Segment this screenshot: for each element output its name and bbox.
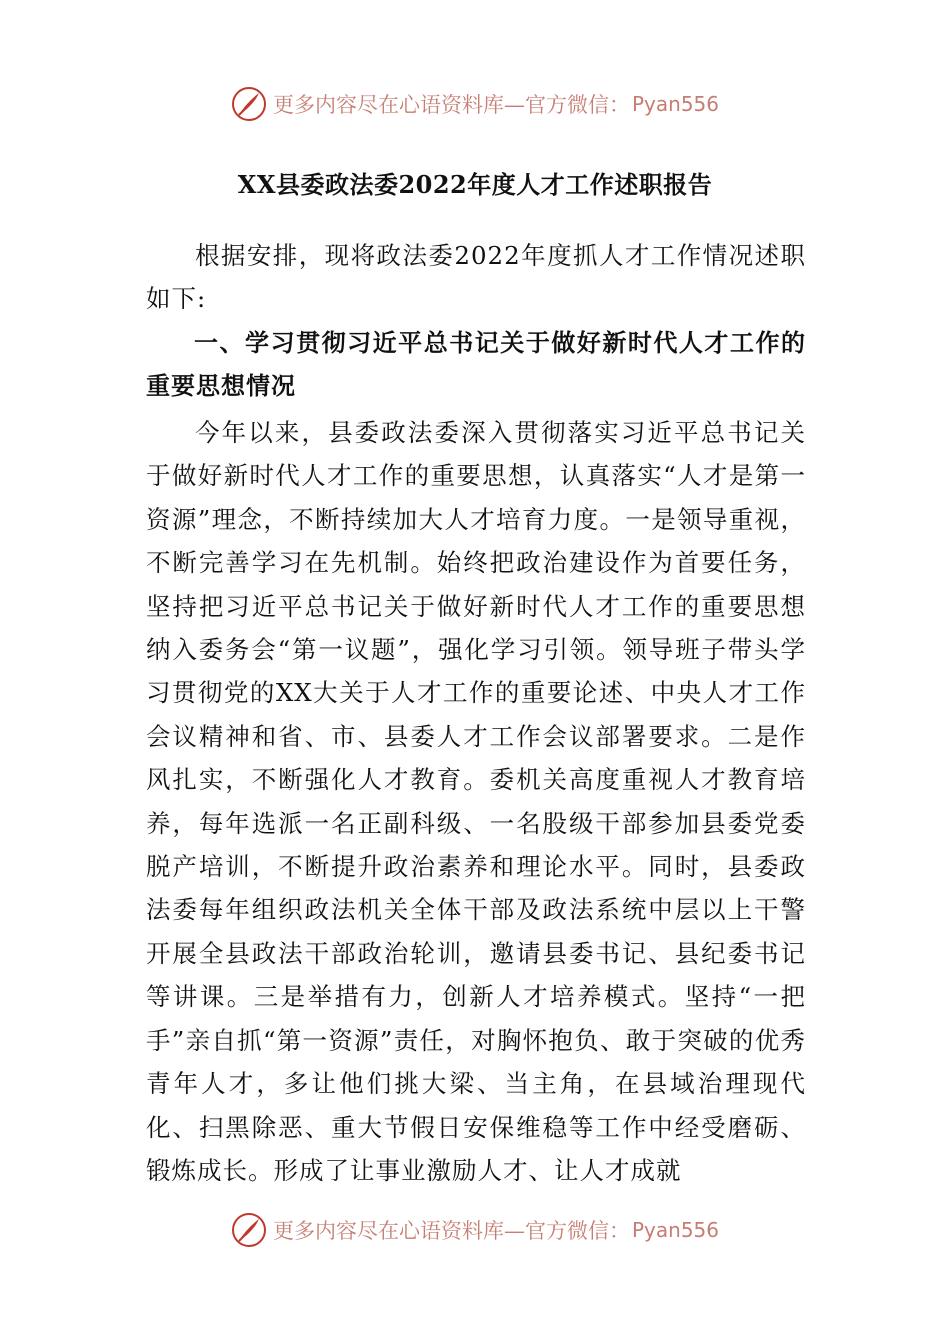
- quill-logo-icon: [231, 86, 267, 122]
- quill-logo-icon: [231, 1212, 267, 1248]
- watermark-text: 更多内容尽在心语资料库—官方微信：: [272, 93, 630, 117]
- document-title: XX县委政法委2022年度人才工作述职报告: [237, 170, 713, 199]
- body-paragraph: 今年以来，县委政法委深入贯彻落实习近平总书记关于做好新时代人才工作的重要思想，认真落实“人才是第一资源”理念，不断持续加大人才培育力度。一是领导重视，不断完善学习在先机制。始终把政治建设作为首要任务，坚持把习近平总书记关于做好新时代人才工作的重要思想纳入委务会“第一议题”，强化学习引领。领导班子带头学习贯彻党的XX大关于人才工作的重要论述、中央人才工作会议精神和省、市、县委人才工作会议部署要求。二是作风扎实，不断强化人才教育。委机关高度重视人才教育培养，每年选派一名正副科级、一名股级干部参加县委党委脱产培训，不断提升政治素养和理论水平。同时，县委政法委每年组织政法机关全体干部及政法系统中层以上干警开展全县政法干部政治轮训，邀请县委书记、县纪委书记等讲课。三是举措有力，创新人才培养模式。坚持“一把手”亲自抓“第一资源”责任，对胸怀抱负、敢于突破的优秀青年人才，多让他们挑大梁、当主角，在县域治理现代化、扫黑除恶、重大节假日安保维稳等工作中经受磨砺、锻炼成长。形成了让事业激励人才、让人才成就: [146, 418, 806, 1185]
- watermark-handle: Pyan556: [631, 92, 719, 116]
- intro-paragraph: 根据安排，现将政法委2022年度抓人才工作情况述职如下:: [146, 241, 806, 314]
- watermark-footer: [0, 1208, 950, 1252]
- watermark-header: [0, 82, 950, 126]
- watermark-text: 更多内容尽在心语资料库—官方微信：: [272, 1219, 630, 1243]
- section-heading: 一、学习贯彻习近平总书记关于做好新时代人才工作的重要思想情况: [146, 329, 806, 401]
- watermark-handle: Pyan556: [631, 1218, 719, 1242]
